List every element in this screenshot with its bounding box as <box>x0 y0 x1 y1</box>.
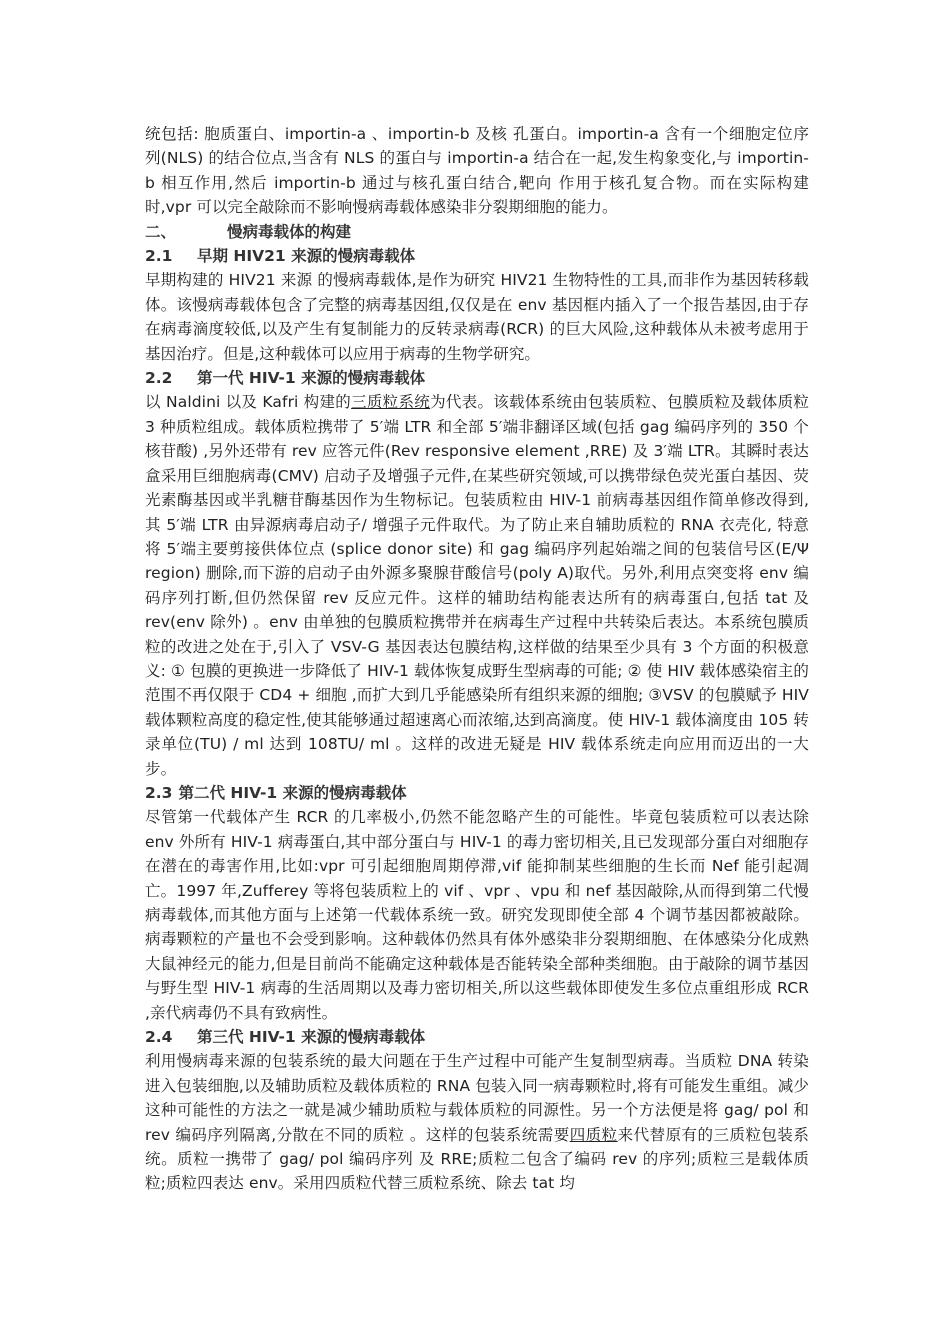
subsection-heading-2-4 <box>145 1025 809 1049</box>
paragraph-2-2 <box>145 390 809 781</box>
section-title: 慢病毒载体的构建 <box>227 222 352 241</box>
subsection-number: 2.4 <box>145 1028 173 1047</box>
underlined-term: 三质粒系统 <box>351 393 431 412</box>
section-heading <box>145 220 809 244</box>
underlined-term: 四质粒 <box>569 1125 618 1144</box>
intro-paragraph: 统包括: 胞质蛋白、importin-a 、importin-b 及核 孔蛋白。importin-a 含有一个细胞定位序列(NLS) 的结合位点,当含有 NLS 的蛋白与 importin-a 结合在一起,发生构象变化,与 importin-b 相互作用,然后 importin-b 通过与核孔蛋白结合,靶向 作用于核孔复合物。而在实际构建时,vpr 可以完全敲除而不影响慢病毒载体感染非分裂期细胞的能力。 <box>145 125 809 217</box>
document-page <box>145 122 809 1196</box>
subsection-title: 第三代 HIV-1 来源的慢病毒载体 <box>197 1028 426 1047</box>
paragraph-text: 以 Naldini 以及 Kafri 构建的 <box>145 393 352 412</box>
section-number: 二、 <box>145 222 177 241</box>
paragraph-2-1: 早期构建的 HIV21 来源 的慢病毒载体,是作为研究 HIV21 生物特性的工具,而非作为基因转移载体。该慢病毒载体包含了完整的病毒基因组,仅仅是在 env 基因框内插入了一个报告基因,由于存在病毒滴度较低,以及产生有复制能力的反转录病毒(RCR) 的巨大风险,这种载体从未被考虑用于基因治疗。但是,这种载体可以应用于病毒的生物学研究。 <box>145 271 809 363</box>
paragraph-text: 为代表。该载体系统由包装质粒、包膜质粒及载体质粒 3 种质粒组成。载体质粒携带了 5′端 LTR 和全部 5′端非翻译区域(包括 gag 编码序列的 350 个核苷酸) ,另外还带有 rev 应答元件(Rev responsive element ,RRE) 及 3′端 LTR。其瞬时表达盒采用巨细胞病毒(CMV) 启动子及增强子元件,在某些研究领域,可以携带绿色荧光蛋白基因、荧光素酶基因或半乳糖苷酶基因作为生物标记。包装质粒由 HIV-1 前病毒基因组作简单修改得到,其 5′端 LTR 由异源病毒启动子/ 增强子元件取代。为了防止来自辅助质粒的 RNA 衣壳化, 特意将 5′端主要剪接供体位点 (splice donor site) 和 gag 编码序列起始端之间的包装信号区(E/Ψ region) 删除,而下游的启动子由外源多聚腺苷酸信号(poly A)取代。另外,利用点突变将 env 编码序列打断,但仍然保留 rev 反应元件。这样的辅助结构能表达所有的病毒蛋白,包括 tat 及 rev(env 除外) 。env 由单独的包膜质粒携带并在病毒生产过程中共转染后表达。本系统包膜质粒的改进之处在于,引入了 VSV-G 基因表达包膜结构,这样做的结果至少具有 3 个方面的积极意义: ① 包膜的更换进一步降低了 HIV-1 载体恢复成野生型病毒的可能; ② 使 HIV 载体感染宿主的范围不再仅限于 CD4 + 细胞 ,而扩大到几乎能感染所有组织来源的细胞; ③VSV 的包膜赋予 HIV 载体颗粒高度的稳定性,使其能够通过超速离心而浓缩,达到高滴度。使 HIV-1 载体滴度由 105 转录单位(TU) / ml 达到 108TU/ ml 。这样的改进无疑是 HIV 载体系统走向应用而迈出的一大步。 <box>145 393 809 778</box>
subsection-title: 第二代 HIV-1 来源的慢病毒载体 <box>178 783 407 802</box>
paragraph-text: 利用慢病毒来源的包装系统的最大问题在于生产过程中可能产生复制型病毒。当质粒 DNA 转染进入包装细胞,以及辅助质粒及载体质粒的 RNA 包装入同一病毒颗粒时,将有可能发生重组。减少这种可能性的方法之一就是减少辅助质粒与载体质粒的同源性。另一个方法便是将 gag/ pol 和 rev 编码序列隔离,分散在不同的质粒 。这样的包装系统需要 <box>145 1052 809 1144</box>
subsection-heading-2-1 <box>145 244 809 268</box>
paragraph-2-3: 尽管第一代载体产生 RCR 的几率极小,仍然不能忽略产生的可能性。毕竟包装质粒可以表达除 env 外所有 HIV-1 病毒蛋白,其中部分蛋白与 HIV-1 的毒力密切相关,且已发现部分蛋白对细胞存在潜在的毒害作用,比如:vpr 可引起细胞周期停滞,vif 能抑制某些细胞的生长而 Nef 能引起凋亡。1997 年,Zufferey 等将包装质粒上的 vif 、vpr 、vpu 和 nef 基因敲除,从而得到第二代慢病毒载体,而其他方面与上述第一代载体系统一致。研究发现即使全部 4 个调节基因都被敲除。病毒颗粒的产量也不会受到影响。这种载体仍然具有体外感染非分裂期细胞、在体感染分化成熟大鼠神经元的能力,但是目前尚不能确定这种载体是否能转染全部种类细胞。由于敲除的调节基因与野生型 HIV-1 病毒的生活周期以及毒力密切相关,所以这些载体即使发生多位点重组形成 RCR ,亲代病毒仍不具有致病性。 <box>145 808 809 1022</box>
subsection-heading-2-2 <box>145 366 809 390</box>
subsection-number: 2.3 <box>145 783 173 802</box>
subsection-heading-2-3 <box>145 781 809 805</box>
paragraph-2-4 <box>145 1049 809 1195</box>
subsection-number: 2.2 <box>145 369 173 388</box>
subsection-title: 早期 HIV21 来源的慢病毒载体 <box>197 247 416 266</box>
subsection-title: 第一代 HIV-1 来源的慢病毒载体 <box>197 369 426 388</box>
paragraph-text: 来代替原有的三质粒包装系统。质粒一携带了 gag/ pol 编码序列 及 RRE;质粒二包含了编码 rev 的序列;质粒三是载体质粒;质粒四表达 env。采用四质粒代替三质粒系统、除去 tat 均 <box>145 1125 809 1193</box>
subsection-number: 2.1 <box>145 247 173 266</box>
